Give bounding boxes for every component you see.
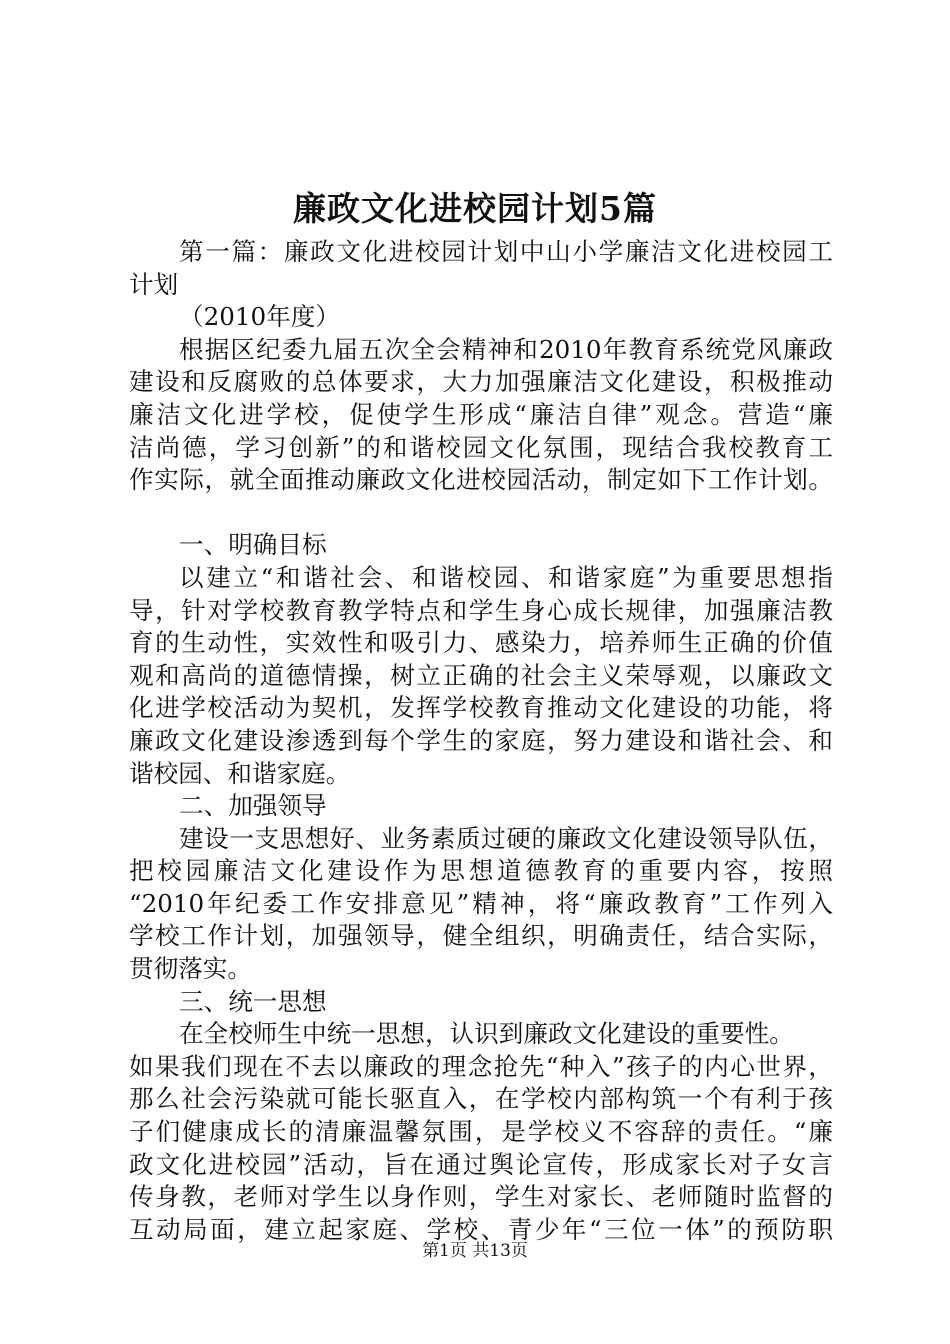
page-footer: 第1页 共13页 [422,1241,528,1261]
text-line: 传身教，老师对学生以身作则，学生对家长、老师随时监督的 [129,1182,833,1212]
text-line: 子们健康成长的清廉温馨氛围，是学校义不容辞的责任。“廉 [129,1117,833,1147]
text-line: 如果我们现在不去以廉政的理念抢先“种入”孩子的内心世界， [129,1051,833,1081]
text-line: 一、明确目标 [179,530,327,560]
text-line: （2010年度） [179,302,340,332]
text-line: 建设和反腐败的总体要求，大力加强廉洁文化建设，积极推动 [129,367,833,397]
text-line: 以建立“和谐社会、和谐校园、和谐家庭”为重要思想指 [179,562,833,592]
text-line: 贯彻落实。 [129,954,252,984]
document-title: 廉政文化进校园计划5篇 [293,189,657,228]
document-body [129,236,833,1246]
text-line: 计划 [129,269,179,299]
text-line: 把校园廉洁文化建设作为思想道德教育的重要内容，按照 [129,856,833,886]
text-line: 在全校师生中统一思想，认识到廉政文化建设的重要性。 [179,1019,794,1049]
text-line: 二、加强领导 [179,791,327,821]
text-line: 导，针对学校教育教学特点和学生身心成长规律，加强廉洁教 [129,595,833,625]
text-line: 作实际，就全面推动廉政文化进校园活动，制定如下工作计划。 [129,465,833,495]
text-line: 那么社会污染就可能长驱直入，在学校内部构筑一个有利于孩 [129,1084,833,1114]
blank-line [129,497,833,530]
text-line: 洁尚德，学习创新”的和谐校园文化氛围，现结合我校教育工 [129,432,833,462]
text-line: 化进学校活动为契机，发挥学校教育推动文化建设的功能，将 [129,693,833,723]
text-line: 第一篇：廉政文化进校园计划中山小学廉洁文化进校园工 [179,237,833,266]
text-line: “2010年纪委工作安排意见”精神，将“廉政教育”工作列入 [129,888,833,918]
text-line: 政文化进校园”活动，旨在通过舆论宣传，形成家长对子女言 [129,1149,833,1179]
text-line: 廉政文化建设渗透到每个学生的家庭，努力建设和谐社会、和 [129,725,833,755]
text-line: 廉洁文化进学校，促使学生形成“廉洁自律”观念。营造“廉 [129,399,833,429]
text-line: 三、统一思想 [179,986,327,1016]
text-line: 观和高尚的道德情操，树立正确的社会主义荣辱观，以廉政文 [129,660,833,690]
text-line: 学校工作计划，加强领导，健全组织，明确责任，结合实际， [129,921,833,951]
text-line: 谐校园、和谐家庭。 [129,758,351,788]
text-line: 根据区纪委九届五次全会精神和2010年教育系统党风廉政 [179,334,833,364]
text-line: 互动局面，建立起家庭、学校、青少年“三位一体”的预防职 [129,1214,833,1244]
text-line: 育的生动性，实效性和吸引力、感染力，培养师生正确的价值 [129,628,833,658]
text-line: 建设一支思想好、业务素质过硬的廉政文化建设领导队伍， [179,823,833,853]
